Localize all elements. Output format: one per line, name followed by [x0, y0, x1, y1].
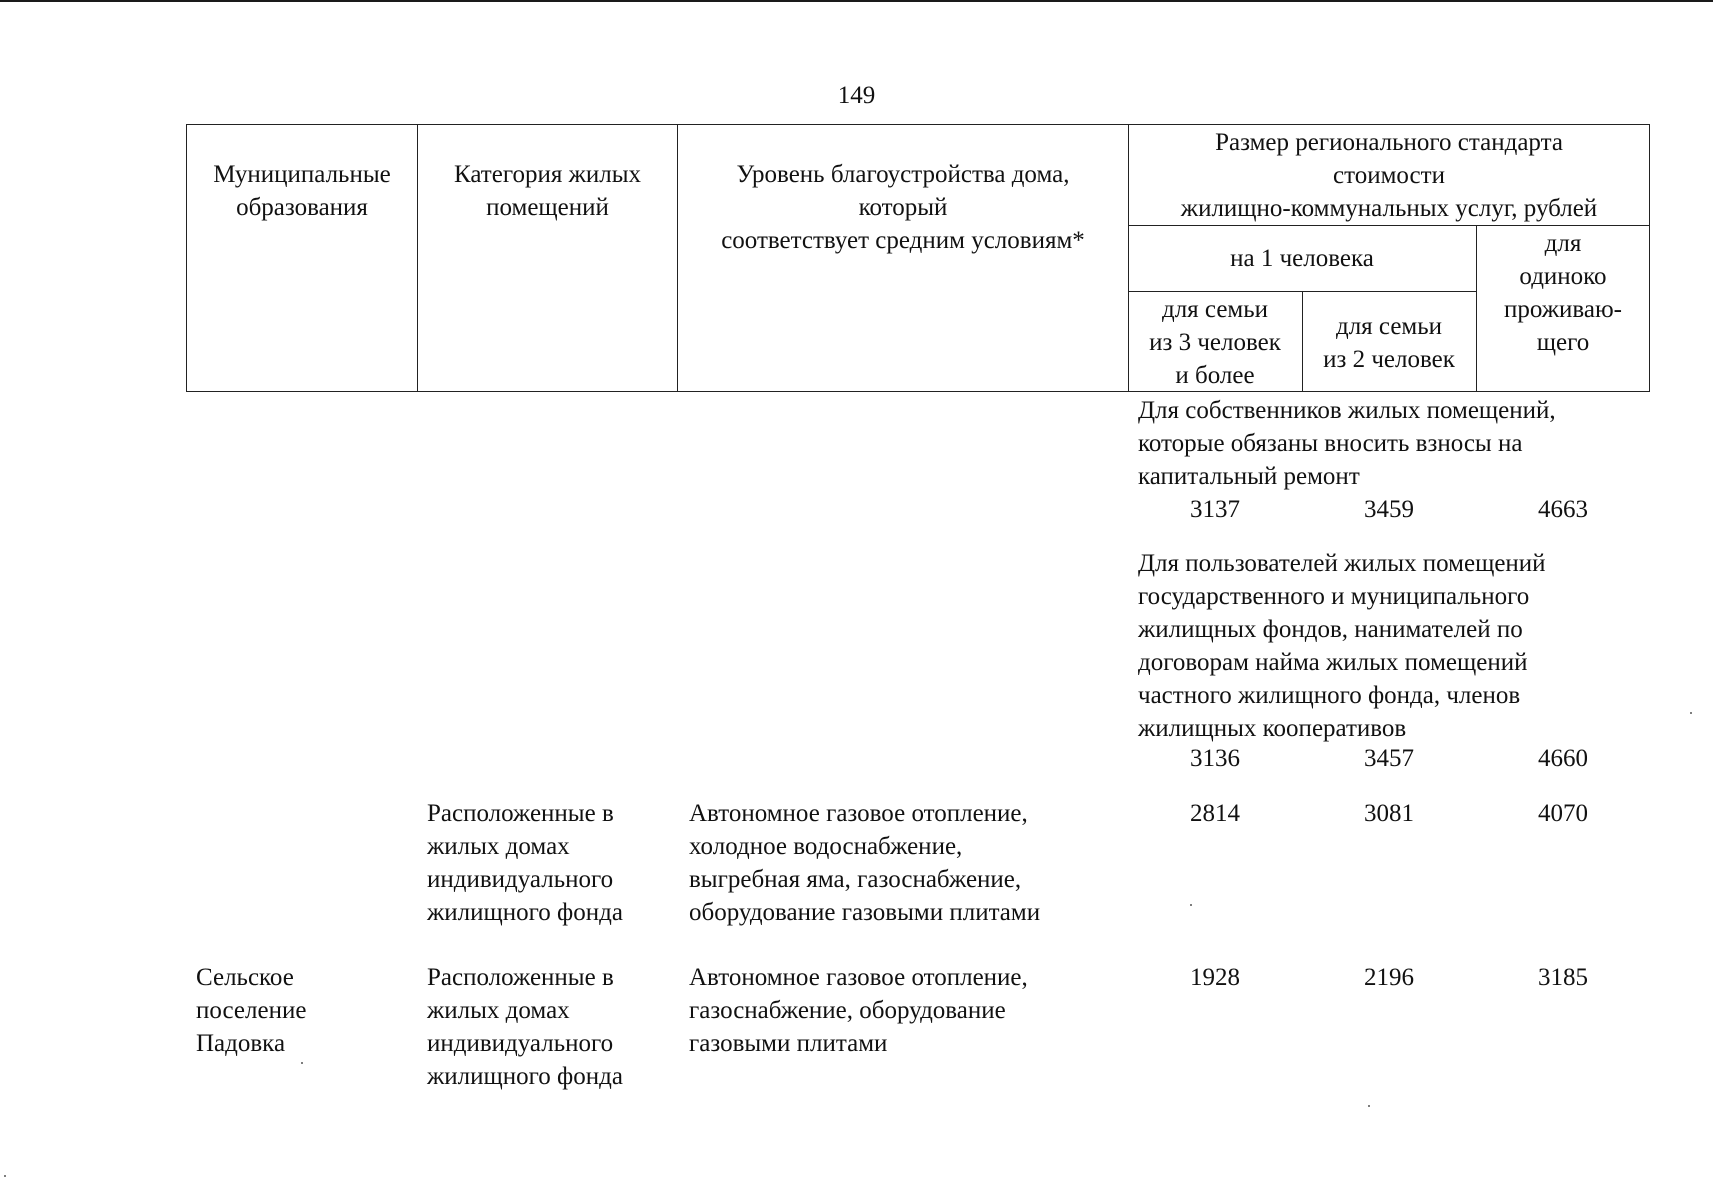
top-rule: [0, 0, 1713, 2]
value-family2: 3459: [1364, 496, 1414, 523]
value-family2: 3457: [1364, 745, 1414, 772]
section-users-note: Для пользователей жилых помещений государственного и муниципального жилищных фондов, нанимателей по договорам найма жилых помещений частного жилищного фонда, членов жилищных кооперативов: [1138, 550, 1546, 742]
header-divider: [1476, 225, 1477, 392]
header-border-top: [186, 124, 1650, 125]
scan-speck: [1690, 712, 1692, 714]
header-category: Категория жилых помещений: [454, 161, 641, 221]
header-divider: [677, 124, 678, 392]
row-municipality: Сельское поселение Падовка: [196, 964, 307, 1057]
header-level: Уровень благоустройства дома, который соответствует средним условиям*: [721, 161, 1085, 254]
header-standard: Размер регионального стандарта стоимости жилищно-коммунальных услуг, рублей: [1180, 129, 1598, 222]
value-single: 4660: [1538, 745, 1588, 772]
value-family2: 2196: [1364, 964, 1414, 991]
value-family3: 3137: [1190, 496, 1240, 523]
header-single: для одиноко проживаю- щего: [1504, 230, 1622, 356]
header-per-person: на 1 человека: [1230, 245, 1374, 272]
header-divider: [417, 124, 418, 392]
header-border-left: [186, 124, 187, 392]
row-category: Расположенные в жилых домах индивидуального жилищного фонда: [427, 800, 623, 926]
value-single: 4070: [1538, 800, 1588, 827]
scan-speck: [301, 1062, 303, 1064]
scan-speck: [1190, 904, 1192, 906]
header-divider: [1128, 225, 1650, 226]
header-divider: [1128, 124, 1129, 392]
header-municipal: Муниципальные образования: [213, 161, 391, 221]
scan-speck: [1368, 1105, 1370, 1107]
header-border-bottom: [186, 391, 1650, 392]
value-single: 4663: [1538, 496, 1588, 523]
header-border-right: [1649, 124, 1650, 392]
value-family3: 2814: [1190, 800, 1240, 827]
header-family3: для семьи из 3 человек и более: [1149, 296, 1281, 389]
section-owners-note: Для собственников жилых помещений, которые обязаны вносить взносы на капитальный ремонт: [1138, 397, 1556, 490]
value-family3: 1928: [1190, 964, 1240, 991]
header-divider: [1302, 291, 1303, 392]
header-family2: для семьи из 2 человек: [1323, 313, 1455, 373]
row-level: Автономное газовое отопление, холодное водоснабжение, выгребная яма, газоснабжение, оборудование газовыми плитами: [689, 800, 1041, 926]
row-category: Расположенные в жилых домах индивидуального жилищного фонда: [427, 964, 623, 1090]
value-family2: 3081: [1364, 800, 1414, 827]
value-single: 3185: [1538, 964, 1588, 991]
table-header: [186, 124, 1650, 392]
value-family3: 3136: [1190, 745, 1240, 772]
page-number: 149: [837, 82, 876, 109]
scan-speck: [4, 1175, 6, 1177]
row-level: Автономное газовое отопление, газоснабжение, оборудование газовыми плитами: [689, 964, 1028, 1057]
